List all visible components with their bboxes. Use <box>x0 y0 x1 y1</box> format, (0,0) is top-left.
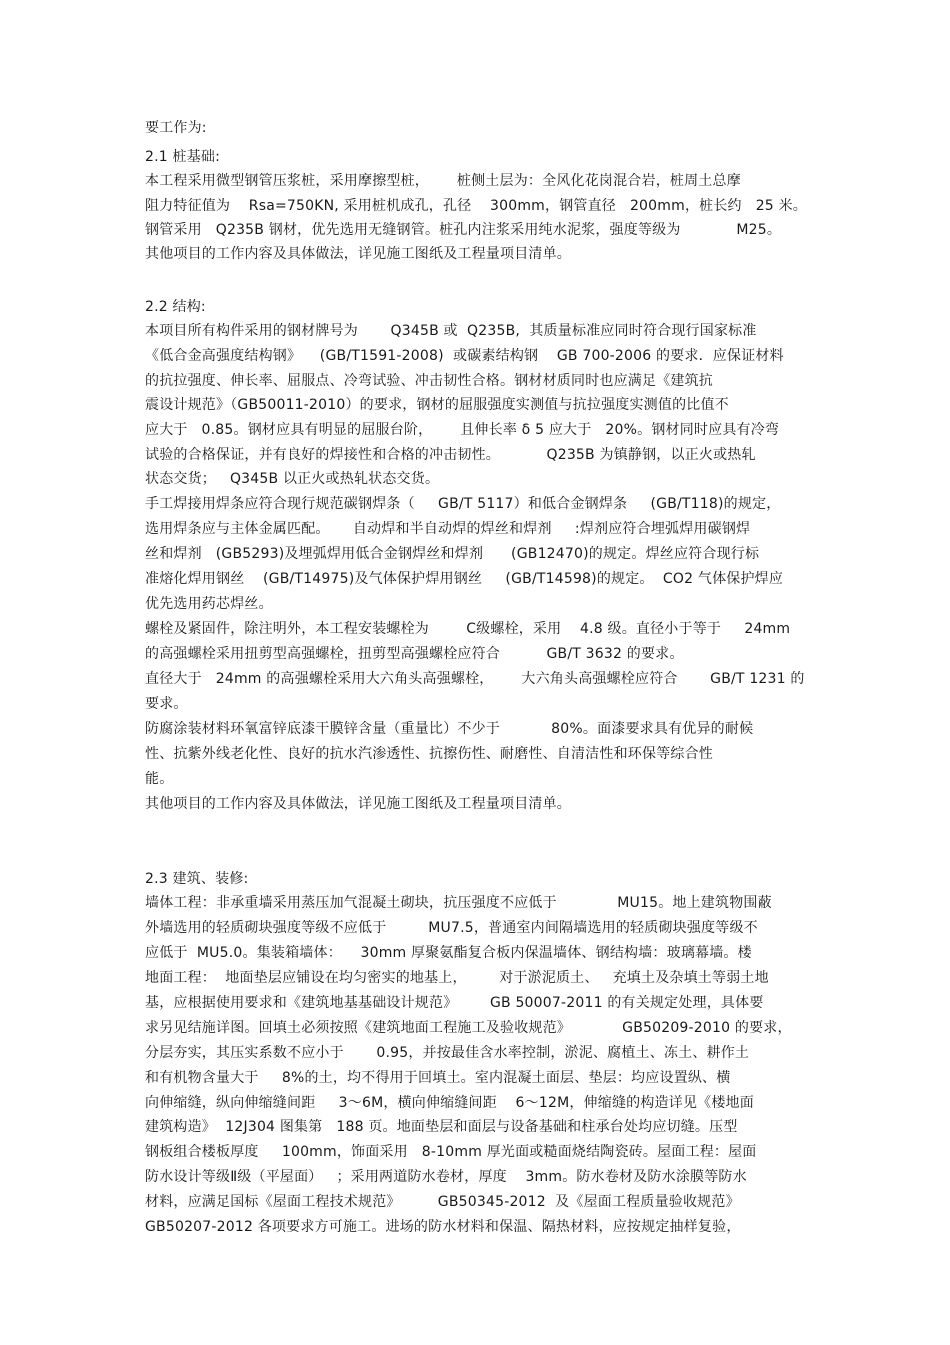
paragraph-line: 要求。 <box>145 696 188 712</box>
paragraph-line: 的抗拉强度、伸长率、屈服点、冷弯试验、冲击韧性合格。钢材材质同时也应满足《建筑抗 <box>145 373 713 389</box>
paragraph-line: 性、抗紫外线老化性、良好的抗水汽渗透性、抗擦伤性、耐磨性、自清洁性和环保等综合性 <box>145 746 713 762</box>
paragraph-line: 优先选用药芯焊丝。 <box>145 596 273 612</box>
section-2-3-heading: 2.3 建筑、装修: <box>145 871 249 887</box>
paragraph-line: 能。 <box>145 771 174 787</box>
paragraph-line: 地面工程： 地面垫层应铺设在均匀密实的地基上， 对于淤泥质土、 充填土及杂填土等弱土地 <box>145 970 769 986</box>
paragraph-line: GB50207-2012 各项要求方可施工。进场的防水材料和保温、隔热材料，应按规定抽样复验， <box>145 1219 741 1235</box>
intro-text: 要工作为: <box>145 120 207 136</box>
paragraph-line: 手工焊接用焊条应符合现行规范碳钢焊条（ GB/T 5117）和低合金钢焊条 (GB/T118)的规定， <box>145 496 781 512</box>
section-2-2-heading: 2.2 结构: <box>145 299 206 315</box>
paragraph-line: 螺栓及紧固件，除注明外，本工程安装螺栓为 C级螺栓，采用 4.8 级。直径小于等于 24mm <box>145 621 791 637</box>
paragraph-line: 防腐涂装材料环氧富锌底漆干膜锌含量（重量比）不少于 80%。面漆要求具有优异的耐候 <box>145 721 754 737</box>
paragraph-line: 应大于 0.85。钢材应具有明显的屈服台阶， 且伸长率 δ 5 应大于 20%。钢材同时应具有冷弯 <box>145 422 780 438</box>
paragraph-line: 墙体工程：非承重墙采用蒸压加气混凝土砌块，抗压强度不应低于 MU15。地上建筑物围蔽 <box>145 895 772 911</box>
paragraph-line: 选用焊条应与主体金属匹配。 自动焊和半自动焊的焊丝和焊剂 :焊剂应符合埋弧焊用碳钢焊 <box>145 521 751 537</box>
paragraph-line: 直径大于 24mm 的高强螺栓采用大六角头高强螺栓， 大六角头高强螺栓应符合 GB/T 1231 的 <box>145 671 805 687</box>
paragraph-line: 钢板组合楼板厚度 100mm，饰面采用 8-10mm 厚光面或糙面烧结陶瓷砖。屋面工程：屋面 <box>145 1144 757 1160</box>
paragraph-line: 材料，应满足国标《屋面工程技术规范》 GB50345-2012 及《屋面工程质量验收规范》 <box>145 1194 740 1210</box>
paragraph-line: 阻力特征值为 Rsa=750KN, 采用桩机成孔，孔径 300mm，钢管直径 200mm，桩长约 25 米。 <box>145 198 807 214</box>
paragraph-line: 准熔化焊用钢丝 (GB/T14975)及气体保护焊用钢丝 (GB/T14598)的规定。 CO2 气体保护焊应 <box>145 571 784 587</box>
paragraph-line: 试验的合格保证，并有良好的焊接性和合格的冲击韧性。 Q235B 为镇静钢，以正火或热轧 <box>145 447 756 463</box>
paragraph-line: 应低于 MU5.0。集装箱墙体： 30mm 厚聚氨酯复合板内保温墙体、钢结构墙：玻璃幕墙。楼 <box>145 945 752 961</box>
paragraph-line: 其他项目的工作内容及具体做法，详见施工图纸及工程量项目清单。 <box>145 246 571 262</box>
paragraph-line: 震设计规范》（GB50011-2010）的要求，钢材的屈服强度实测值与抗拉强度实测值的比值不 <box>145 397 729 413</box>
paragraph-line: 外墙选用的轻质砌块强度等级不应低于 MU7.5，普通室内间隔墙选用的轻质砌块强度等级不 <box>145 920 758 936</box>
paragraph-line: 防水设计等级Ⅱ级（平屋面） ；采用两道防水卷材，厚度 3mm。防水卷材及防水涂膜等防水 <box>145 1169 747 1185</box>
paragraph-line: 建筑构造》 12J304 图集第 188 页。地面垫层和面层与设备基础和柱承台处均应切缝。压型 <box>145 1119 738 1135</box>
paragraph-line: 本工程采用微型钢管压浆桩，采用摩擦型桩， 桩侧土层为：全风化花岗混合岩，桩周土总摩 <box>145 173 741 189</box>
paragraph-line: 状态交货； Q345B 以正火或热轧状态交货。 <box>145 471 440 487</box>
paragraph-line: 基，应根据使用要求和《建筑地基基础设计规范》 GB 50007-2011 的有关规定处理，具体要 <box>145 995 764 1011</box>
paragraph-line: 向伸缩缝，纵向伸缩缝间距 3～6M，横向伸缩缝间距 6～12M，伸缩缝的构造详见《楼地面 <box>145 1095 754 1111</box>
paragraph-line: 钢管采用 Q235B 钢材，优先选用无缝钢管。桩孔内注浆采用纯水泥浆，强度等级为 M25。 <box>145 222 782 238</box>
paragraph-line: 其他项目的工作内容及具体做法，详见施工图纸及工程量项目清单。 <box>145 796 571 812</box>
paragraph-line: 丝和焊剂 (GB5293)及埋弧焊用低合金钢焊丝和焊剂 (GB12470)的规定。焊丝应符合现行标 <box>145 546 760 562</box>
paragraph-line: 分层夯实，其压实系数不应小于 0.95，并按最佳含水率控制，淤泥、腐植土、冻土、耕作土 <box>145 1045 750 1061</box>
section-2-1-heading: 2.1 桩基础: <box>145 149 221 165</box>
paragraph-line: 本项目所有构件采用的钢材牌号为 Q345B 或 Q235B, 其质量标准应同时符合现行国家标准 <box>145 323 757 339</box>
paragraph-line: 的高强螺栓采用扭剪型高强螺栓，扭剪型高强螺栓应符合 GB/T 3632 的要求。 <box>145 646 684 662</box>
paragraph-line: 和有机物含量大于 8%的土，均不得用于回填土。室内混凝土面层、垫层：均应设置纵、横 <box>145 1070 731 1086</box>
paragraph-line: 《低合金高强度结构钢》 (GB/T1591-2008) 或碳素结构钢 GB 700-2006 的要求．应保证材料 <box>145 348 784 364</box>
paragraph-line: 求另见结施详图。回填土必须按照《建筑地面工程施工及验收规范》 GB50209-2010 的要求， <box>145 1020 792 1036</box>
